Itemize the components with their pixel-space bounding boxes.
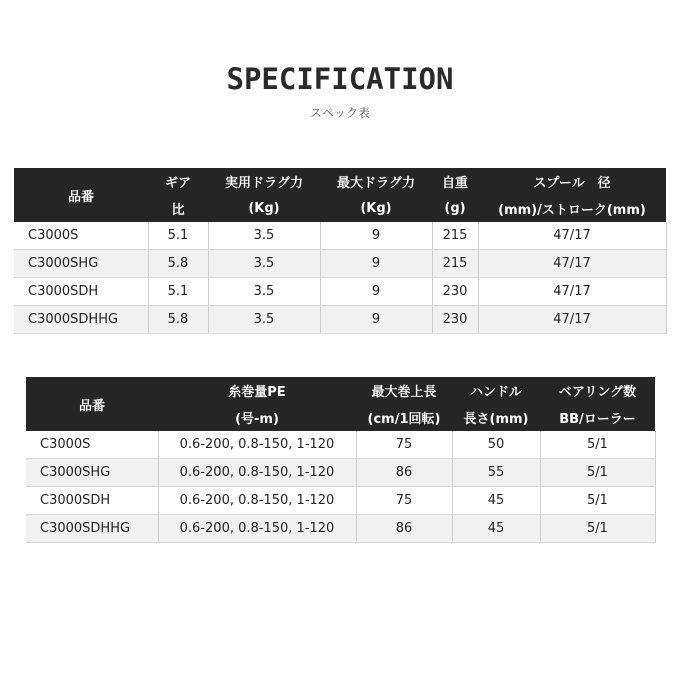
header-line-capacity: 糸巻量PE [158, 377, 356, 404]
cell-drag: 3.5 [208, 222, 320, 250]
table-row [26, 487, 655, 515]
cell-retrieve: 86 [356, 459, 452, 487]
header-gear-ratio: ギア [148, 168, 208, 195]
cell-bearings: 5/1 [540, 515, 655, 543]
spec-table-1 [14, 168, 667, 334]
header-drag-unit: (Kg) [208, 195, 320, 222]
header-gear-ratio-unit: 比 [148, 195, 208, 222]
cell-line-capacity: 0.6-200, 0.8-150, 1-120 [158, 459, 356, 487]
cell-spool: 47/17 [478, 250, 666, 278]
cell-handle: 55 [452, 459, 540, 487]
header-model: 品番 [14, 168, 148, 222]
table-row [14, 222, 666, 250]
cell-model: C3000SHG [26, 459, 158, 487]
cell-max-drag: 9 [320, 222, 432, 250]
cell-weight: 230 [432, 306, 478, 334]
cell-spool: 47/17 [478, 278, 666, 306]
cell-line-capacity: 0.6-200, 0.8-150, 1-120 [158, 515, 356, 543]
cell-gear-ratio: 5.1 [148, 278, 208, 306]
table-row [14, 306, 666, 334]
cell-weight: 215 [432, 250, 478, 278]
header-bearings: ベアリング数 [540, 377, 655, 404]
cell-bearings: 5/1 [540, 431, 655, 459]
cell-gear-ratio: 5.8 [148, 250, 208, 278]
cell-gear-ratio: 5.1 [148, 222, 208, 250]
header-handle-unit: 長さ(mm) [452, 404, 540, 431]
cell-spool: 47/17 [478, 222, 666, 250]
header-weight-unit: (g) [432, 195, 478, 222]
header-retrieve: 最大巻上長 [356, 377, 452, 404]
table-row [26, 515, 655, 543]
header-line-capacity-unit: (号-m) [158, 404, 356, 431]
page-subtitle: スペック表 [309, 106, 370, 120]
cell-weight: 215 [432, 222, 478, 250]
header-max-drag-unit: (Kg) [320, 195, 432, 222]
header-spool-unit: (mm)/ストローク(mm) [478, 195, 666, 222]
header-retrieve-unit: (cm/1回転) [356, 404, 452, 431]
page-title: SPECIFICATION [226, 62, 454, 96]
cell-max-drag: 9 [320, 250, 432, 278]
cell-gear-ratio: 5.8 [148, 306, 208, 334]
cell-retrieve: 86 [356, 515, 452, 543]
cell-weight: 230 [432, 278, 478, 306]
header-spool: スプール 径 [478, 168, 666, 195]
cell-handle: 45 [452, 515, 540, 543]
header-drag: 実用ドラグ力 [208, 168, 320, 195]
cell-drag: 3.5 [208, 250, 320, 278]
cell-model: C3000SDH [14, 278, 148, 306]
cell-drag: 3.5 [208, 278, 320, 306]
cell-line-capacity: 0.6-200, 0.8-150, 1-120 [158, 487, 356, 515]
cell-bearings: 5/1 [540, 459, 655, 487]
cell-retrieve: 75 [356, 431, 452, 459]
cell-line-capacity: 0.6-200, 0.8-150, 1-120 [158, 431, 356, 459]
spec-table-2 [26, 377, 656, 543]
table-row [14, 278, 666, 306]
cell-model: C3000S [26, 431, 158, 459]
cell-max-drag: 9 [320, 278, 432, 306]
header-handle: ハンドル [452, 377, 540, 404]
cell-model: C3000SHG [14, 250, 148, 278]
header-model: 品番 [26, 377, 158, 431]
header-bearings-unit: BB/ローラー [540, 404, 655, 431]
cell-model: C3000S [14, 222, 148, 250]
cell-bearings: 5/1 [540, 487, 655, 515]
cell-retrieve: 75 [356, 487, 452, 515]
cell-model: C3000SDHHG [14, 306, 148, 334]
cell-handle: 45 [452, 487, 540, 515]
cell-handle: 50 [452, 431, 540, 459]
cell-drag: 3.5 [208, 306, 320, 334]
header-max-drag: 最大ドラグ力 [320, 168, 432, 195]
cell-model: C3000SDHHG [26, 515, 158, 543]
cell-model: C3000SDH [26, 487, 158, 515]
cell-max-drag: 9 [320, 306, 432, 334]
cell-spool: 47/17 [478, 306, 666, 334]
header-weight: 自重 [432, 168, 478, 195]
table-row [26, 459, 655, 487]
table-row [14, 250, 666, 278]
table-row [26, 431, 655, 459]
